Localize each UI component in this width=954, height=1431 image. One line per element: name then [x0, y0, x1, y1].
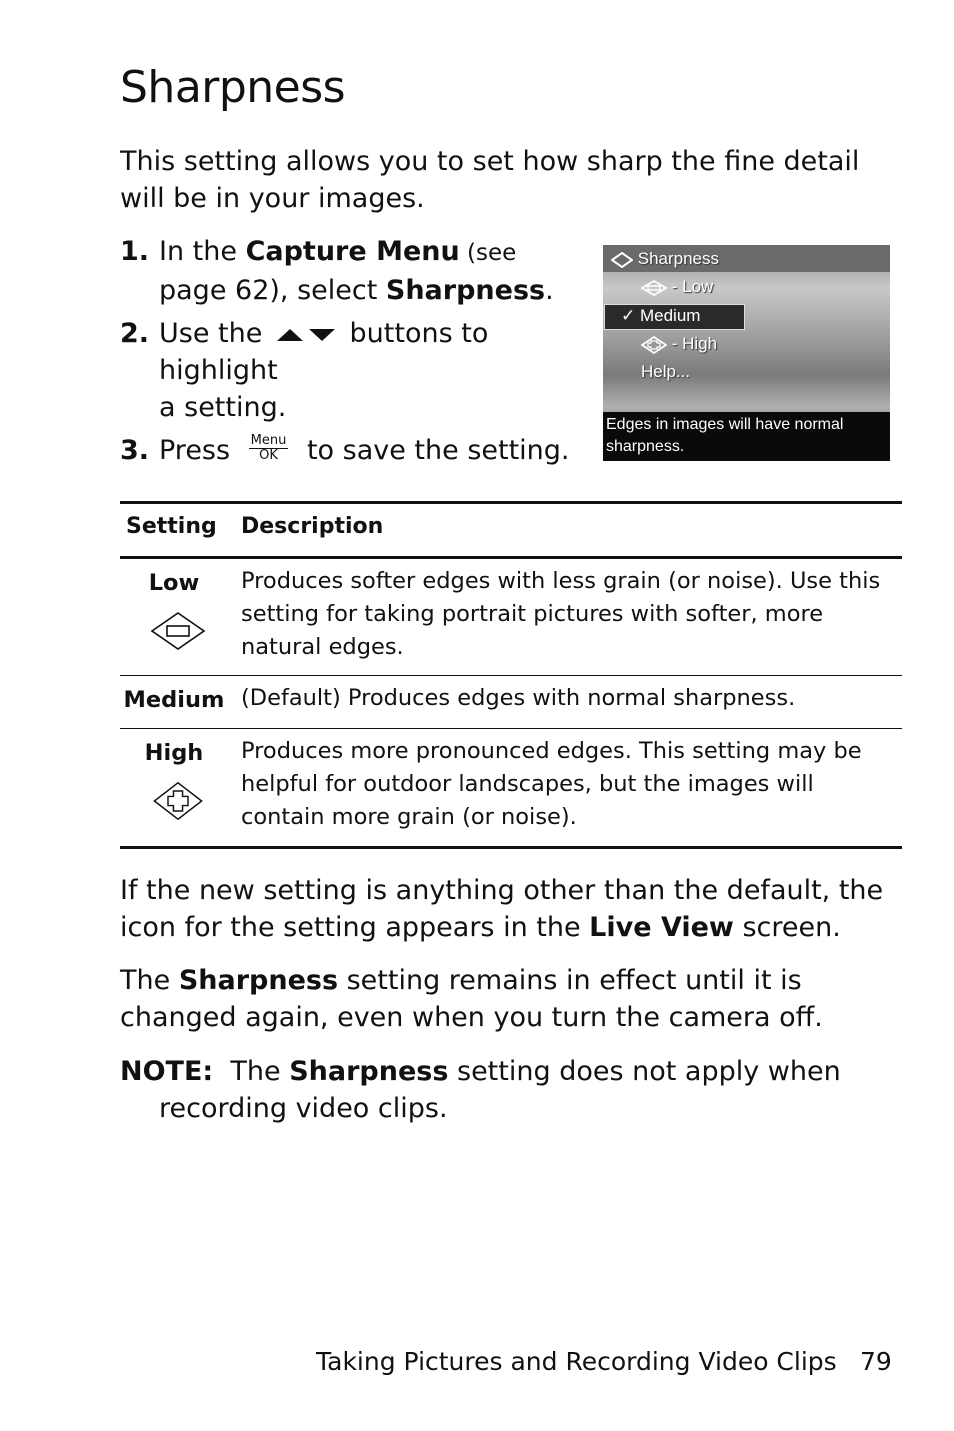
screen-item-help	[641, 361, 690, 383]
default-icon-paragraph	[120, 872, 900, 946]
setting-description: (Default) Produces edges with normal sharpness.	[241, 685, 796, 711]
ok-label: OK	[259, 448, 278, 463]
up-down-arrows-icon	[275, 325, 337, 345]
step-1	[120, 233, 580, 309]
screen-item-text: ✓ Medium	[621, 306, 701, 325]
step-number: 3.	[120, 435, 150, 466]
header-setting: Setting	[126, 514, 217, 539]
step-2	[120, 315, 580, 426]
step-text: page 62), select	[159, 275, 386, 306]
step-number: 2.	[120, 318, 150, 349]
menu-label: Menu	[250, 433, 287, 448]
high-sharpness-icon	[150, 781, 206, 821]
page-number: 79	[860, 1347, 892, 1376]
sharpness-label: Sharpness	[289, 1056, 449, 1087]
screen-header	[611, 248, 719, 270]
setting-description: Produces more pronounced edges. This setting may be helpful for outdoor landscapes, but the images will contain more grain (or noise).	[241, 738, 862, 830]
step-text: (see	[459, 240, 517, 266]
table-row	[120, 559, 902, 675]
sharpness-label: Sharpness	[385, 275, 546, 306]
step-text: to save the setting.	[306, 435, 570, 466]
step-number: 1.	[120, 236, 150, 267]
footer-section-title: Taking Pictures and Recording Video Clips	[316, 1347, 837, 1376]
setting-name: Low	[148, 570, 200, 596]
live-view-label: Live View	[589, 912, 734, 943]
paragraph-text: screen.	[733, 912, 841, 943]
step-text: Use the	[159, 318, 263, 349]
screen-item-high	[641, 333, 717, 355]
screen-message: Edges in images will have normal sharpness.	[603, 412, 890, 461]
screen-item-text: Help...	[641, 362, 691, 381]
low-sharpness-icon	[641, 280, 667, 296]
note-block	[120, 1053, 900, 1127]
persistence-paragraph	[120, 962, 900, 1036]
screen-item-text: - Low	[671, 277, 714, 296]
table-header	[120, 504, 902, 556]
table-row	[120, 676, 902, 728]
sharpness-table	[120, 501, 902, 849]
screen-header-text: Sharpness	[637, 249, 720, 268]
paragraph-text: setting remains in effect until it is changed again, even when you turn the camera off.	[120, 965, 823, 1033]
step-text: Press	[159, 435, 231, 466]
high-sharpness-icon	[641, 336, 667, 354]
step-text: buttons to highlight	[159, 318, 489, 386]
diamond-icon	[611, 252, 633, 268]
screen-item-medium	[621, 305, 700, 327]
step-text: .	[545, 275, 554, 306]
paragraph-text: If the new setting is anything other than the default, the icon for the setting appears in the	[120, 875, 884, 943]
setting-name: High	[144, 740, 204, 766]
sharpness-label: Sharpness	[178, 965, 339, 996]
note-text: setting does not apply when	[448, 1056, 841, 1087]
setting-description: Produces softer edges with less grain (or noise). Use this setting for taking portrait pictures with softer, more natural edges.	[241, 568, 881, 660]
note-label: NOTE:	[120, 1056, 214, 1087]
step-3	[120, 432, 580, 469]
menu-ok-button-icon	[249, 434, 289, 463]
setting-name: Medium	[123, 687, 225, 713]
table-bottom-rule	[120, 846, 902, 849]
header-description: Description	[241, 514, 384, 539]
note-text: recording video clips.	[159, 1093, 448, 1124]
steps-list	[120, 233, 580, 475]
screen-item-low	[641, 276, 713, 298]
step-text: a setting.	[159, 392, 287, 423]
intro-paragraph: This setting allows you to set how sharp the fine detail will be in your images.	[120, 146, 860, 214]
low-sharpness-icon	[150, 611, 206, 651]
camera-screen-image	[603, 245, 890, 461]
step-text: In the	[159, 236, 246, 267]
note-text: The	[230, 1056, 290, 1087]
screen-item-text: - High	[671, 334, 718, 353]
paragraph-text: The	[120, 965, 179, 996]
table-row	[120, 729, 902, 846]
capture-menu-label: Capture Menu	[245, 236, 460, 267]
page-title: Sharpness	[120, 62, 346, 113]
